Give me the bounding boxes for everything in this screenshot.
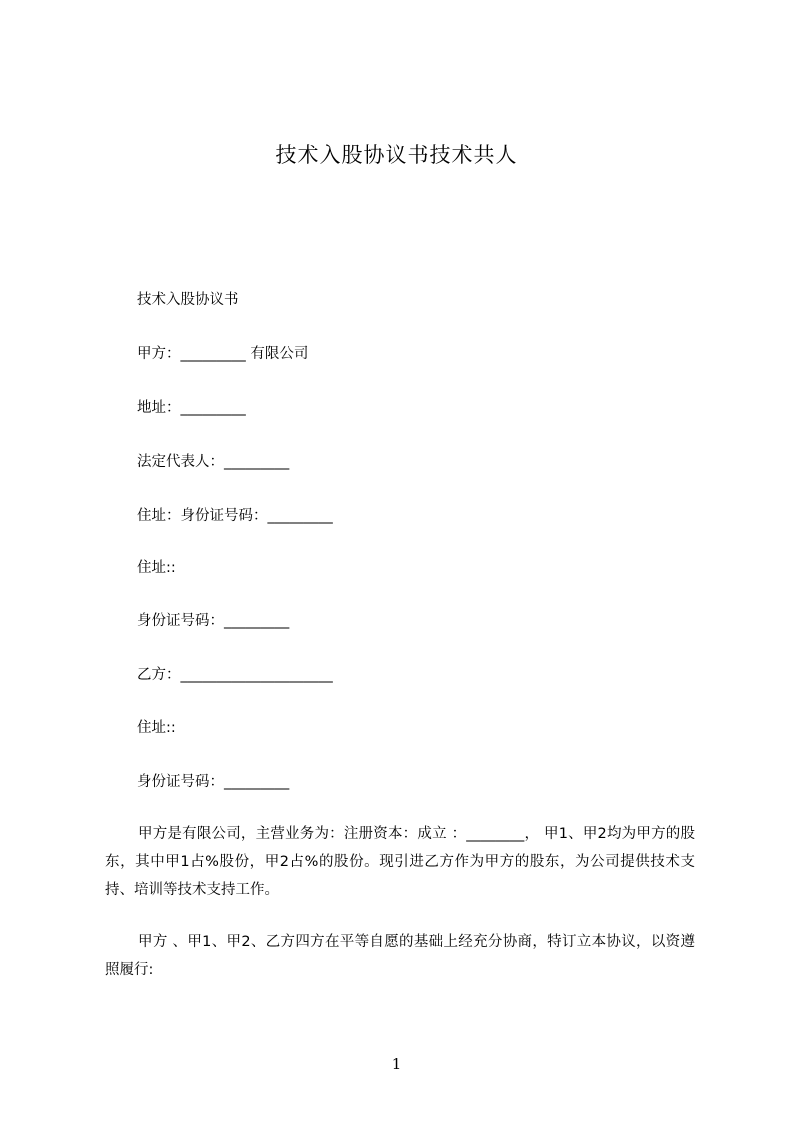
intro-paragraph: 甲方是有限公司，主营业务为：注册资本：成立 ：________， 甲1、甲2均为甲方的股东，其中甲1占%股份，甲2占%的股份。现引进乙方作为甲方的股东，为公司提供技术支持、培训等技术支持工作。 <box>105 826 695 898</box>
residence-line-1: 住址:: <box>137 560 176 576</box>
legal-representative-line: 法定代表人：_________ <box>137 454 290 470</box>
address-line: 地址：_________ <box>137 400 246 416</box>
party-b-line: 乙方：_____________________ <box>137 667 333 683</box>
id-number-line-1: 身份证号码：_________ <box>137 613 290 629</box>
residence-line-2: 住址:: <box>137 720 176 736</box>
agreement-subtitle: 技术入股协议书 <box>137 292 239 308</box>
agreement-paragraph: 甲方 、甲1、甲2、乙方四方在平等自愿的基础上经充分协商，特订立本协议，以资遵照履行: <box>105 934 695 978</box>
id-number-line-2: 身份证号码：_________ <box>137 774 290 790</box>
page-number: 1 <box>391 1055 402 1073</box>
party-a-line: 甲方：_________ 有限公司 <box>137 346 309 362</box>
document-title: 技术入股协议书技术共人 <box>275 143 518 167</box>
residence-id-line: 住址：身份证号码：_________ <box>137 508 333 524</box>
